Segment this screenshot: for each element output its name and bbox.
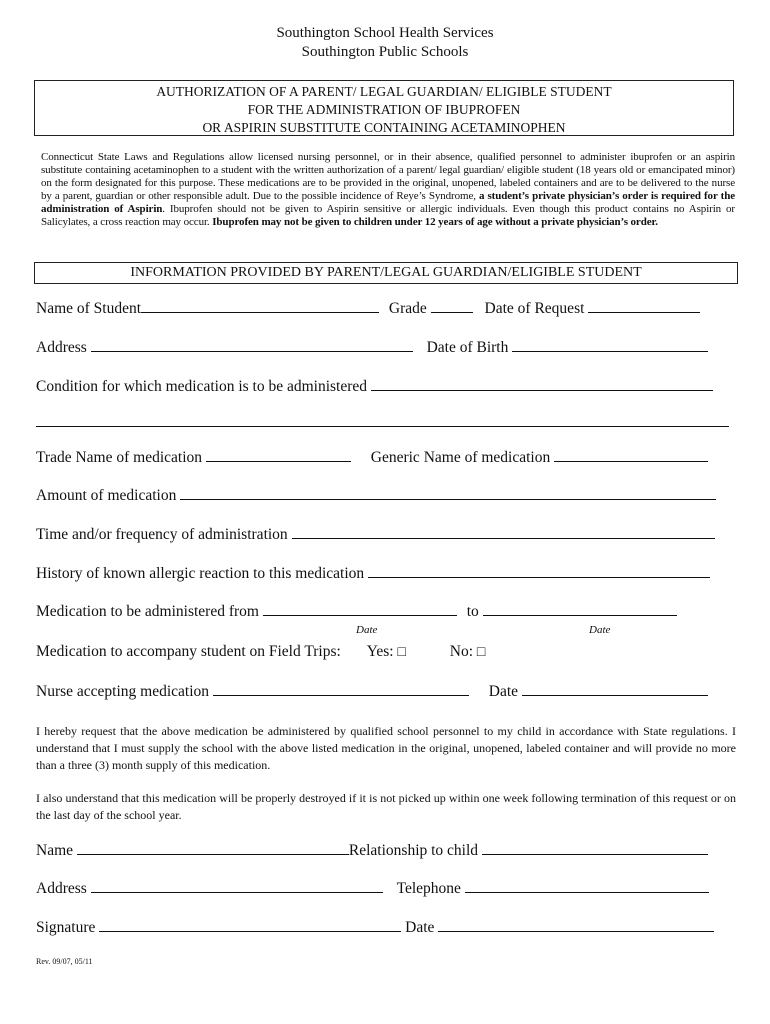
time-frequency-label: Time and/or frequency of administration <box>36 526 288 543</box>
generic-name-label: Generic Name of medication <box>370 449 551 466</box>
page-header <box>0 24 770 62</box>
relationship-field[interactable] <box>482 840 708 855</box>
guardian-name-row <box>36 840 708 861</box>
revision-note: Rev. 09/07, 05/11 <box>36 957 93 966</box>
address-field[interactable] <box>91 337 413 352</box>
nurse-accepting-label: Nurse accepting medication <box>36 683 210 700</box>
date-of-birth-field[interactable] <box>512 337 708 352</box>
amount-row <box>36 485 716 506</box>
administered-to-field[interactable] <box>483 601 677 616</box>
header-line-2: Southington Public Schools <box>301 44 469 60</box>
signature-label: Signature <box>36 919 96 936</box>
student-name-row <box>36 298 700 319</box>
name-of-student-label: Name of Student <box>36 300 142 317</box>
guardian-address-row <box>36 878 709 899</box>
title-line-2: FOR THE ADMINISTRATION OF IBUPROFEN <box>247 102 521 117</box>
grade-field[interactable] <box>431 298 473 313</box>
amount-field[interactable] <box>180 485 716 500</box>
request-paragraph: I hereby request that the above medication be administered by qualified school personnel to my child in accordance with State regulations. I understand that I must supply the school with the above listed medication in the original, unopened, labeled container and will provide no more than a three (3) month supply of this medication. <box>36 724 736 772</box>
amount-label: Amount of medication <box>36 487 177 504</box>
address-label: Address <box>36 339 87 356</box>
name-of-student-field[interactable] <box>141 298 379 313</box>
time-frequency-row <box>36 524 715 545</box>
nurse-accepting-row <box>36 681 708 702</box>
yes-checkbox[interactable]: □ <box>397 645 406 660</box>
title-line-3: OR ASPIRIN SUBSTITUTE CONTAINING ACETAMINOPHEN <box>202 120 566 135</box>
to-date-caption: Date <box>589 624 611 636</box>
intro-bold-2: Ibuprofen may not be given to children under 12 years of age without a private physician’s order. <box>212 216 658 228</box>
condition-field[interactable] <box>371 376 713 391</box>
info-section-heading: INFORMATION PROVIDED BY PARENT/LEGAL GUARDIAN/ELIGIBLE STUDENT <box>34 262 738 284</box>
guardian-name-label: Name <box>36 842 74 859</box>
to-label: to <box>466 603 479 620</box>
field-trips-label: Medication to accompany student on Field Trips: <box>36 643 341 660</box>
signature-date-label: Date <box>405 919 435 936</box>
telephone-field[interactable] <box>465 878 709 893</box>
header-line-1: Southington School Health Services <box>276 25 494 41</box>
form-title-box <box>34 80 734 136</box>
administered-from-label: Medication to be administered from <box>36 603 259 620</box>
allergy-history-label: History of known allergic reaction to this medication <box>36 565 365 582</box>
relationship-label: Relationship to child <box>348 842 479 859</box>
guardian-address-label: Address <box>36 880 87 897</box>
condition-row <box>36 376 713 397</box>
no-checkbox[interactable]: □ <box>476 645 486 660</box>
intro-paragraph <box>41 151 735 229</box>
from-date-caption: Date <box>356 624 378 636</box>
date-of-birth-label: Date of Birth <box>426 339 509 356</box>
nurse-date-label: Date <box>488 683 519 700</box>
date-of-request-field[interactable] <box>588 298 700 313</box>
intro-text-2: . Ibuprofen should not be given to Aspirin sensitive or allergic individuals. Even though this product contains no Aspirin or Salicylates, a cross reaction may occur. <box>41 203 735 228</box>
generic-name-field[interactable] <box>554 447 708 462</box>
trade-name-label: Trade Name of medication <box>36 449 203 466</box>
intro-text-1: Connecticut State Laws and Regulations allow licensed nursing personnel, or in their absence, qualified personnel to administer ibuprofen or an aspirin substitute containing acetaminophen to a student with the written authorization of a parent/ legal guardian/ eligible student (18 years old or emancipated minor) on the form designated for this purpose. These medications are to be provided in the original, unopened, labeled containers and are to be delivered to the nurse by a parent, guardian or other responsible adult. Due to the possible incidence of Reye’s Syndrome, <box>41 151 735 202</box>
trade-name-field[interactable] <box>206 447 351 462</box>
signature-date-field[interactable] <box>438 917 714 932</box>
yes-label: Yes: <box>366 643 394 660</box>
title-line-1: AUTHORIZATION OF A PARENT/ LEGAL GUARDIAN/ ELIGIBLE STUDENT <box>156 84 612 99</box>
grade-label: Grade <box>388 300 427 317</box>
signature-field[interactable] <box>99 917 401 932</box>
telephone-label: Telephone <box>396 880 461 897</box>
administration-dates-row <box>36 601 677 622</box>
nurse-accepting-field[interactable] <box>213 681 469 696</box>
intro-bold-1: a student’s private physician’s order is required for the administration of Aspirin <box>41 190 735 215</box>
time-frequency-field[interactable] <box>292 524 715 539</box>
administered-from-field[interactable] <box>263 601 457 616</box>
field-trips-row <box>36 642 485 663</box>
allergy-history-field[interactable] <box>368 563 710 578</box>
guardian-address-field[interactable] <box>91 878 383 893</box>
medication-name-row <box>36 447 708 468</box>
signature-row <box>36 917 714 938</box>
destroy-paragraph: I also understand that this medication will be properly destroyed if it is not picked up within one week following termination of this request or on the last day of the school year. <box>36 791 736 822</box>
date-of-request-label: Date of Request <box>484 300 585 317</box>
condition-label: Condition for which medication is to be administered <box>36 378 368 395</box>
no-label: No: <box>449 643 474 660</box>
guardian-name-field[interactable] <box>77 840 349 855</box>
address-row <box>36 337 708 358</box>
allergy-history-row <box>36 563 710 584</box>
nurse-date-field[interactable] <box>522 681 708 696</box>
condition-continuation-row <box>36 412 729 433</box>
condition-field-continued[interactable] <box>36 412 729 427</box>
